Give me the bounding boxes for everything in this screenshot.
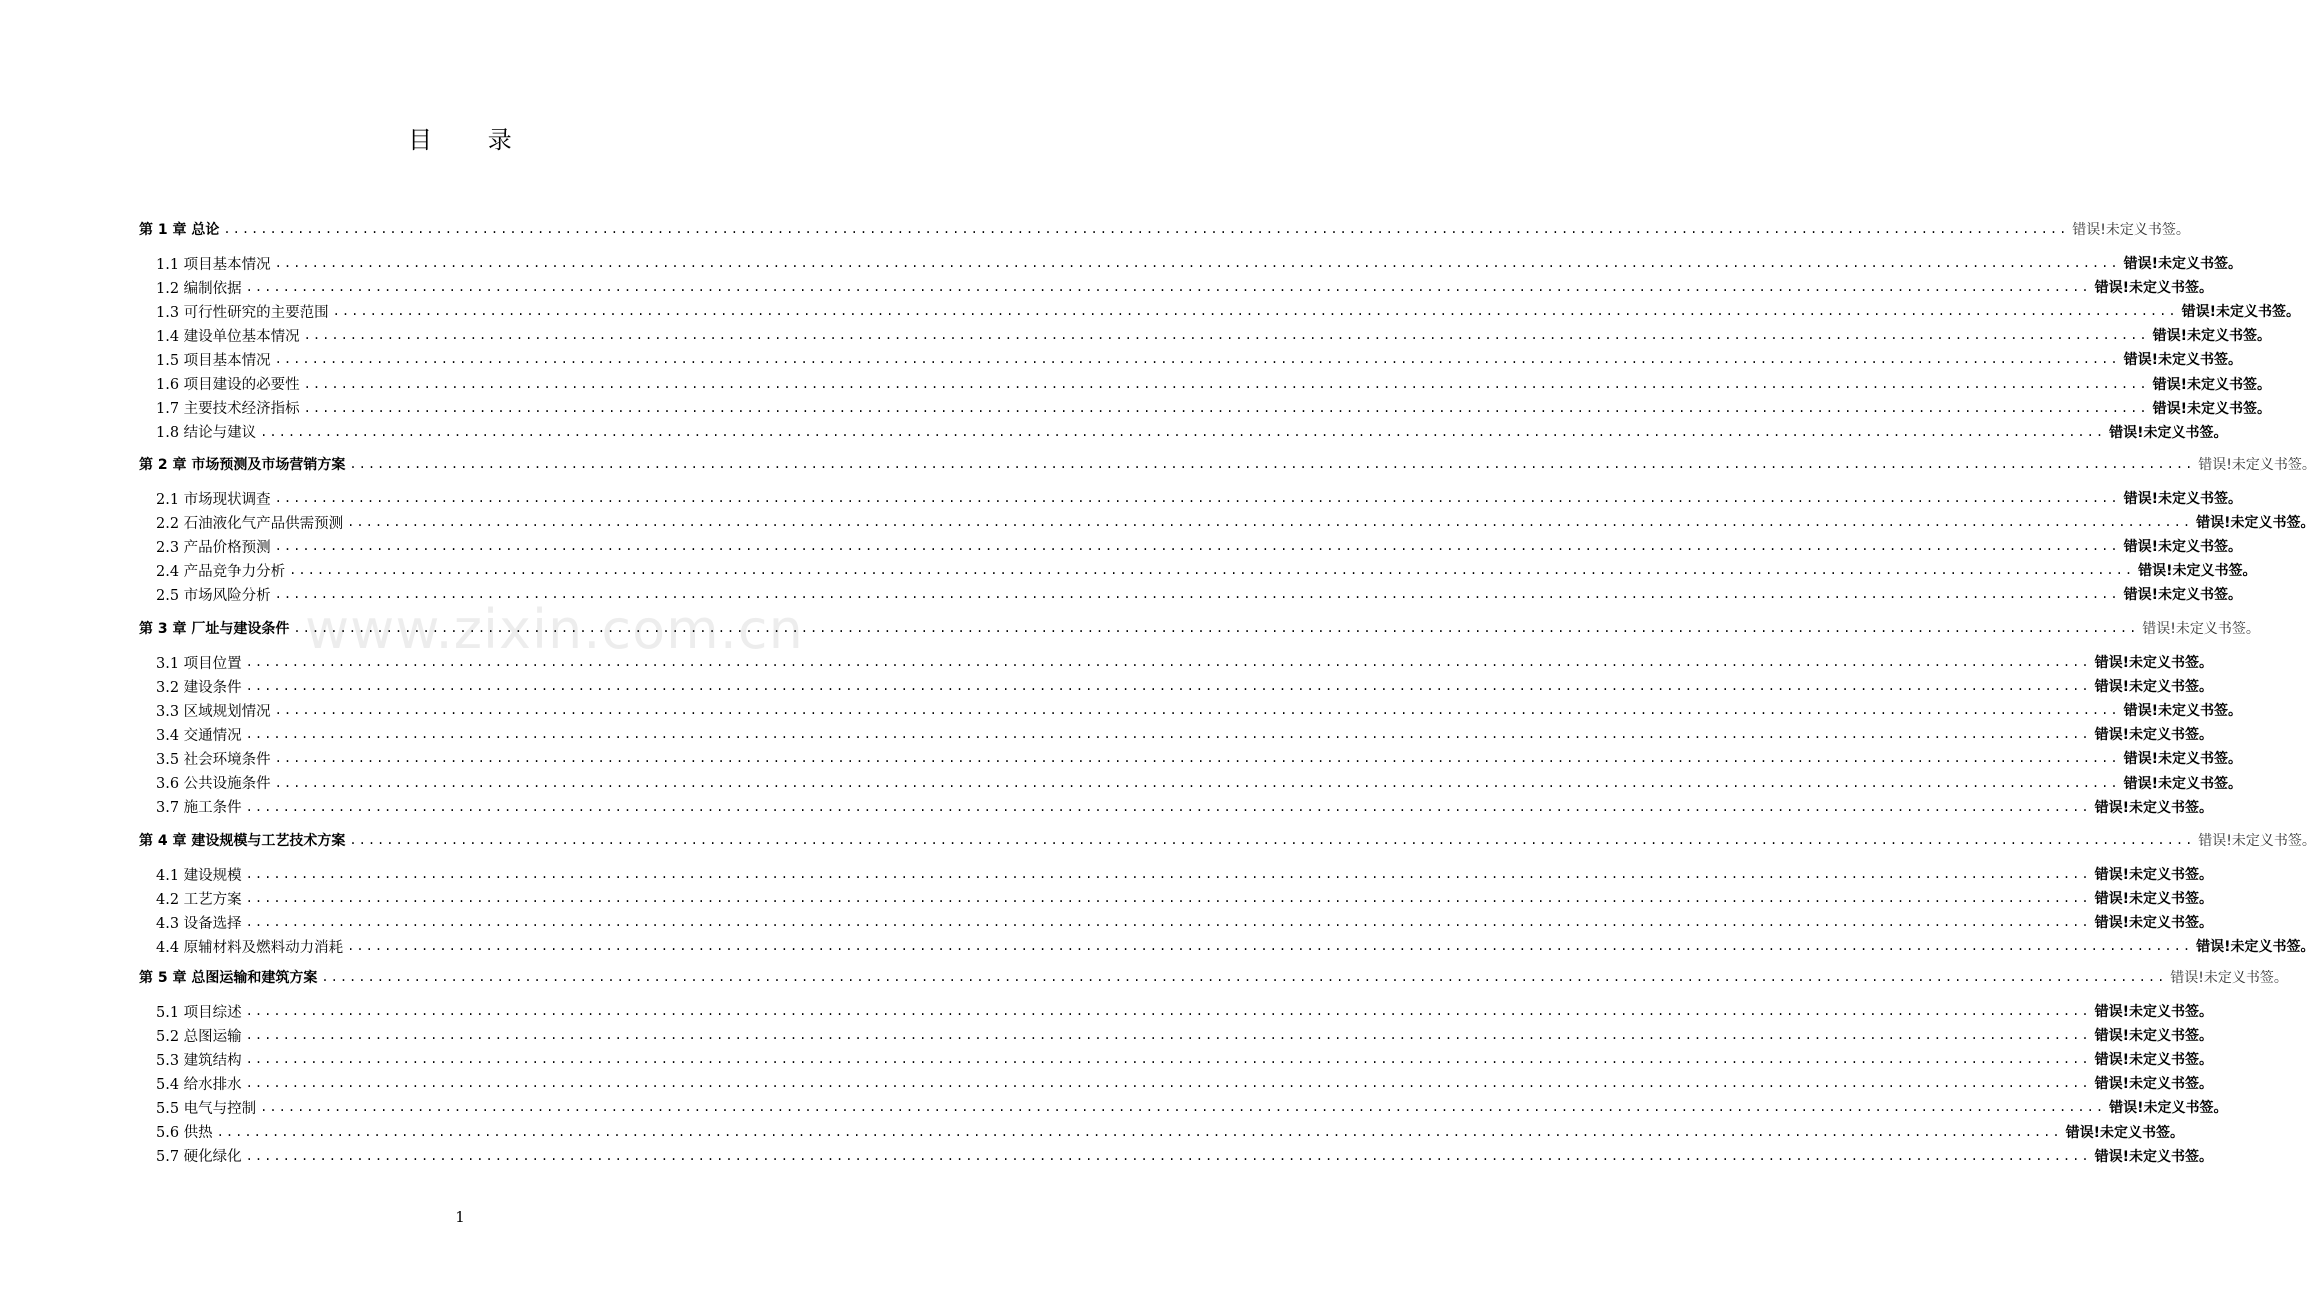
toc-dot-leader: ........................................................................................................................................................................................................: [303, 328, 2149, 343]
toc-dot-leader: ........................................................................................................................................................................................................: [216, 1124, 2062, 1139]
toc-dot-leader: ........................................................................................................................................................................................................: [321, 970, 2167, 984]
toc-section-entry[interactable]: [156, 699, 2242, 721]
toc-entry-label: 1.8 结论与建议: [156, 425, 257, 442]
toc-entry-label: 4.1 建设规模: [156, 867, 242, 884]
toc-dot-leader: ........................................................................................................................................................................................................: [349, 457, 2195, 471]
toc-entry-page-ref: 错误!未定义书签。: [2109, 1100, 2228, 1117]
toc-entry-page-ref: 错误!未定义书签。: [2094, 1004, 2213, 1020]
toc-entry-label: 3.3 区域规划情况: [156, 703, 271, 720]
toc-dot-leader: ........................................................................................................................................................................................................: [245, 1028, 2091, 1043]
toc-entry-label: 5.2 总图运输: [156, 1028, 242, 1045]
toc-entry-label: 2.3 产品价格预测: [156, 539, 271, 556]
toc-entry-page-ref: 错误!未定义书签。: [2094, 655, 2213, 671]
toc-dot-leader: ........................................................................................................................................................................................................: [274, 587, 2120, 602]
toc-section-entry[interactable]: [156, 252, 2242, 274]
toc-entry-label: 2.2 石油液化气产品供需预测: [156, 515, 344, 532]
toc-section-entry[interactable]: [156, 1000, 2213, 1022]
toc-entry-label: 3.4 交通情况: [156, 727, 242, 744]
toc-entry-page-ref: 错误!未定义书签。: [2123, 256, 2242, 272]
toc-section-entry[interactable]: [156, 935, 2315, 957]
toc-entry-page-ref: 错误!未定义书签。: [2094, 867, 2213, 883]
toc-dot-leader: ........................................................................................................................................................................................................: [349, 833, 2195, 847]
toc-entry-label: 第 5 章 总图运输和建筑方案: [139, 970, 318, 986]
toc-dot-leader: ........................................................................................................................................................................................................: [260, 424, 2106, 439]
toc-entry-label: 3.2 建设条件: [156, 679, 242, 696]
toc-section-entry[interactable]: [156, 1024, 2213, 1046]
toc-entry-page-ref: 错误!未定义书签。: [2170, 970, 2288, 986]
toc-entry-page-ref: 错误!未定义书签。: [2123, 587, 2242, 604]
toc-chapter-entry[interactable]: [139, 829, 2316, 851]
toc-entry-label: 5.6 供热: [156, 1125, 213, 1141]
toc-section-entry[interactable]: [156, 887, 2213, 909]
toc-section-entry[interactable]: [156, 535, 2242, 557]
toc-entry-page-ref: 错误!未定义书签。: [2123, 539, 2242, 556]
toc-chapter-entry[interactable]: [139, 617, 2260, 639]
toc-section-entry[interactable]: [156, 276, 2213, 298]
toc-section-entry[interactable]: [156, 1145, 2213, 1167]
toc-entry-page-ref: 错误!未定义书签。: [2094, 1148, 2213, 1165]
toc-chapter-entry[interactable]: [139, 453, 2316, 475]
toc-entry-page-ref: 错误!未定义书签。: [2123, 352, 2242, 369]
toc-section-entry[interactable]: [156, 796, 2213, 818]
toc-dot-leader: ........................................................................................................................................................................................................: [274, 703, 2120, 718]
toc-dot-leader: ........................................................................................................................................................................................................: [347, 515, 2193, 530]
toc-dot-leader: ........................................................................................................................................................................................................: [293, 621, 2139, 635]
toc-entry-label: 1.1 项目基本情况: [156, 256, 271, 273]
toc-entry-page-ref: 错误!未定义书签。: [2094, 1028, 2213, 1045]
toc-entry-label: 5.5 电气与控制: [156, 1100, 257, 1117]
toc-section-entry[interactable]: [156, 300, 2300, 322]
toc-entry-page-ref: 错误!未定义书签。: [2152, 328, 2271, 345]
toc-entry-label: 3.1 项目位置: [156, 655, 242, 672]
toc-section-entry[interactable]: [156, 723, 2213, 745]
toc-entry-label: 5.3 建筑结构: [156, 1052, 242, 1069]
toc-chapter-entry[interactable]: [139, 966, 2288, 988]
toc-dot-leader: ........................................................................................................................................................................................................: [245, 891, 2091, 906]
toc-dot-leader: ........................................................................................................................................................................................................: [274, 539, 2120, 554]
toc-entry-label: 第 4 章 建设规模与工艺技术方案: [139, 833, 346, 849]
toc-entry-page-ref: 错误!未定义书签。: [2198, 833, 2316, 849]
toc-entry-label: 3.7 施工条件: [156, 800, 242, 817]
toc-entry-label: 1.3 可行性研究的主要范围: [156, 304, 329, 321]
toc-entry-label: 4.4 原辅材料及燃料动力消耗: [156, 939, 344, 956]
toc-entry-page-ref: 错误!未定义书签。: [2198, 457, 2316, 473]
toc-entry-page-ref: 错误!未定义书签。: [2094, 799, 2213, 816]
toc-section-entry[interactable]: [156, 421, 2228, 443]
toc-section-entry[interactable]: [156, 559, 2257, 581]
toc-dot-leader: ........................................................................................................................................................................................................: [245, 1052, 2091, 1067]
toc-entry-page-ref: 错误!未定义书签。: [2094, 679, 2213, 696]
toc-dot-leader: ........................................................................................................................................................................................................: [289, 563, 2135, 578]
toc-dot-leader: ........................................................................................................................................................................................................: [274, 256, 2120, 270]
toc-entry-page-ref: 错误!未定义书签。: [2123, 775, 2242, 792]
toc-section-entry[interactable]: [156, 373, 2271, 395]
toc-chapter-entry[interactable]: [139, 218, 2190, 240]
toc-entry-label: 1.2 编制依据: [156, 280, 242, 297]
toc-entry-page-ref: 错误!未定义书签。: [2065, 1124, 2184, 1141]
toc-dot-leader: ........................................................................................................................................................................................................: [303, 376, 2149, 391]
toc-entry-label: 3.5 社会环境条件: [156, 751, 271, 768]
toc-entry-page-ref: 错误!未定义书签。: [2094, 280, 2213, 297]
toc-entry-page-ref: 错误!未定义书签。: [2094, 727, 2213, 744]
toc-dot-leader: ........................................................................................................................................................................................................: [245, 280, 2091, 295]
toc-dot-leader: ........................................................................................................................................................................................................: [245, 679, 2091, 694]
toc-entry-label: 2.4 产品竞争力分析: [156, 563, 286, 580]
toc-dot-leader: ........................................................................................................................................................................................................: [303, 400, 2149, 415]
toc-entry-page-ref: 错误!未定义书签。: [2094, 915, 2213, 932]
toc-entry-label: 1.5 项目基本情况: [156, 352, 271, 369]
toc-dot-leader: ........................................................................................................................................................................................................: [274, 775, 2120, 790]
toc-dot-leader: ........................................................................................................................................................................................................: [245, 655, 2091, 669]
toc-section-entry[interactable]: [156, 324, 2271, 346]
toc-entry-label: 1.7 主要技术经济指标: [156, 401, 300, 418]
toc-section-entry[interactable]: [156, 583, 2242, 605]
toc-entry-page-ref: 错误!未定义书签。: [2138, 563, 2257, 580]
toc-section-entry[interactable]: [156, 1121, 2184, 1143]
toc-entry-label: 2.1 市场现状调查: [156, 491, 271, 508]
toc-dot-leader: ........................................................................................................................................................................................................: [245, 799, 2091, 814]
toc-entry-page-ref: 错误!未定义书签。: [2196, 515, 2315, 532]
toc-entry-page-ref: 错误!未定义书签。: [2072, 222, 2190, 238]
toc-entry-page-ref: 错误!未定义书签。: [2152, 376, 2271, 393]
toc-entry-label: 第 3 章 厂址与建设条件: [139, 621, 290, 637]
toc-dot-leader: ........................................................................................................................................................................................................: [260, 1100, 2106, 1115]
toc-section-entry[interactable]: [156, 348, 2242, 370]
toc-entry-page-ref: 错误!未定义书签。: [2109, 424, 2228, 441]
watermark: www.zixin.com.cn: [305, 598, 804, 661]
toc-entry-label: 第 2 章 市场预测及市场营销方案: [139, 457, 346, 473]
toc-dot-leader: ........................................................................................................................................................................................................: [274, 751, 2120, 766]
toc-entry-label: 1.4 建设单位基本情况: [156, 328, 300, 345]
toc-entry-page-ref: 错误!未定义书签。: [2123, 491, 2242, 507]
toc-entry-label: 第 1 章 总论: [139, 222, 220, 238]
toc-entry-label: 5.1 项目综述: [156, 1004, 242, 1021]
toc-entry-page-ref: 错误!未定义书签。: [2142, 621, 2260, 637]
toc-dot-leader: ........................................................................................................................................................................................................: [245, 867, 2091, 881]
toc-section-entry[interactable]: [156, 1072, 2213, 1094]
toc-entry-page-ref: 错误!未定义书签。: [2152, 400, 2271, 417]
toc-entry-label: 5.4 给水排水: [156, 1076, 242, 1093]
toc-entry-label: 4.2 工艺方案: [156, 891, 242, 908]
toc-dot-leader: ........................................................................................................................................................................................................: [245, 1076, 2091, 1091]
toc-section-entry[interactable]: [156, 747, 2242, 769]
toc-dot-leader: ........................................................................................................................................................................................................: [274, 352, 2120, 367]
toc-entry-page-ref: 错误!未定义书签。: [2094, 1052, 2213, 1069]
toc-dot-leader: ........................................................................................................................................................................................................: [245, 727, 2091, 742]
toc-dot-leader: ........................................................................................................................................................................................................: [245, 1148, 2091, 1163]
toc-section-entry[interactable]: [156, 651, 2213, 673]
toc-entry-page-ref: 错误!未定义书签。: [2094, 1076, 2213, 1093]
toc-section-entry[interactable]: [156, 675, 2213, 697]
toc-section-entry[interactable]: [156, 397, 2271, 419]
toc-entry-page-ref: 错误!未定义书签。: [2196, 939, 2315, 956]
toc-entry-page-ref: 错误!未定义书签。: [2181, 304, 2300, 321]
toc-entry-label: 4.3 设备选择: [156, 915, 242, 932]
toc-entry-label: 3.6 公共设施条件: [156, 776, 271, 792]
toc-dot-leader: ........................................................................................................................................................................................................: [332, 304, 2178, 319]
toc-dot-leader: ........................................................................................................................................................................................................: [274, 491, 2120, 505]
toc-dot-leader: ........................................................................................................................................................................................................: [245, 1004, 2091, 1018]
toc-entry-page-ref: 错误!未定义书签。: [2123, 751, 2242, 768]
toc-dot-leader: ........................................................................................................................................................................................................: [245, 915, 2091, 930]
toc-section-entry[interactable]: [156, 911, 2213, 933]
toc-section-entry[interactable]: [156, 1048, 2213, 1070]
toc-section-entry[interactable]: [156, 772, 2242, 794]
toc-section-entry[interactable]: [156, 1096, 2228, 1118]
toc-entry-label: 5.7 硬化绿化: [156, 1149, 242, 1166]
toc-section-entry[interactable]: [156, 863, 2213, 885]
toc-section-entry[interactable]: [156, 487, 2242, 509]
page-title: 目 录: [408, 126, 536, 154]
toc-section-entry[interactable]: [156, 511, 2315, 533]
toc-entry-page-ref: 错误!未定义书签。: [2123, 703, 2242, 720]
toc-entry-label: 2.5 市场风险分析: [156, 587, 271, 604]
toc-dot-leader: ........................................................................................................................................................................................................: [223, 222, 2069, 236]
page-number: 1: [455, 1208, 465, 1226]
toc-dot-leader: ........................................................................................................................................................................................................: [347, 939, 2193, 954]
toc-entry-page-ref: 错误!未定义书签。: [2094, 891, 2213, 908]
toc-entry-label: 1.6 项目建设的必要性: [156, 377, 300, 393]
